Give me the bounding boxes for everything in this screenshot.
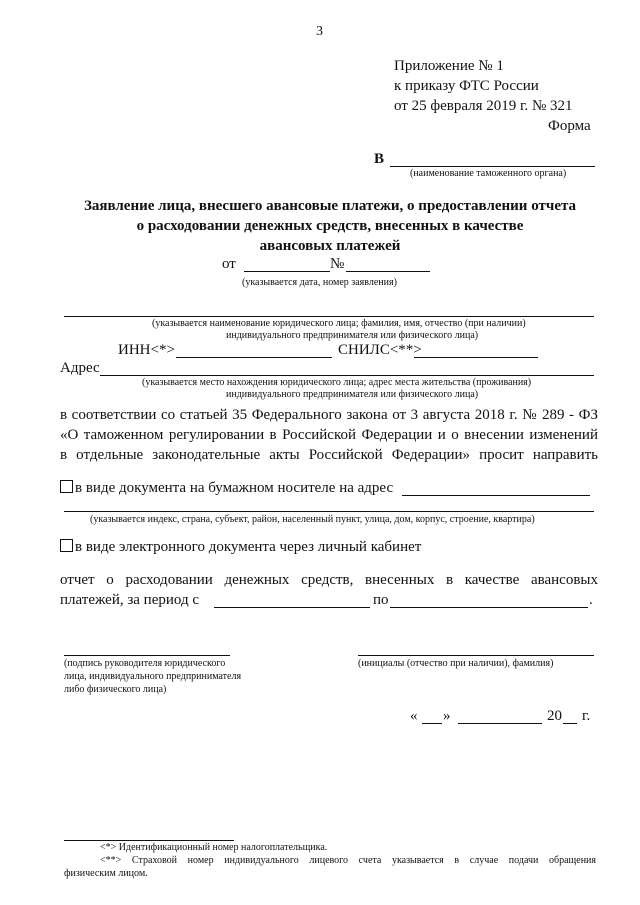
report-period-from-label: платежей, за период с bbox=[60, 592, 199, 608]
address-caption-2: индивидуального предпринимателя или физического лица) bbox=[226, 389, 479, 400]
body-line-1: в соответствии со статьей 35 Федерального закона от 3 августа 2018 г. № 289 - ФЗ bbox=[60, 407, 598, 423]
application-date-field[interactable] bbox=[244, 271, 330, 272]
applicant-caption-1: (указывается наименование юридического лица; фамилия, имя, отчество (при наличии) bbox=[152, 318, 526, 329]
paper-checkbox[interactable] bbox=[60, 480, 73, 493]
signature-field[interactable] bbox=[64, 655, 230, 656]
paper-option-label: в виде документа на бумажном носителе на адрес bbox=[75, 480, 394, 496]
customs-authority-caption: (наименование таможенного органа) bbox=[410, 168, 567, 179]
form-label: Форма bbox=[548, 118, 591, 134]
inn-label: ИНН<*> bbox=[118, 342, 175, 358]
footnote-snils-line-1: <**> Страховой номер индивидуального лицевого счета указывается в случае подачи обращения bbox=[100, 855, 596, 866]
title-line-2: о расходовании денежных средств, внесенных в качестве bbox=[136, 218, 524, 234]
paper-address-field-2[interactable] bbox=[64, 511, 594, 512]
title-line-1: Заявление лица, внесшего авансовые платежи, о предоставлении отчета bbox=[83, 198, 577, 214]
to-prefix: В bbox=[374, 151, 385, 167]
sign-date-open-quote: « bbox=[410, 708, 418, 724]
page-number: 3 bbox=[316, 24, 323, 39]
address-caption-1: (указывается место нахождения юридического лица; адрес места жительства (проживания) bbox=[142, 377, 532, 388]
inn-field[interactable] bbox=[176, 357, 332, 358]
signature-caption-1: (подпись руководителя юридического bbox=[64, 658, 226, 669]
report-line-1: отчет о расходовании денежных средств, внесенных в качестве авансовых bbox=[60, 572, 598, 588]
paper-option bbox=[60, 480, 393, 497]
sign-year-suffix: г. bbox=[582, 708, 591, 724]
appendix-line: Приложение № 1 bbox=[394, 58, 504, 74]
applicant-name-field[interactable] bbox=[64, 316, 594, 317]
date-number-caption: (указывается дата, номер заявления) bbox=[242, 277, 397, 288]
sign-date-close-quote: » bbox=[443, 708, 451, 724]
paper-address-field[interactable] bbox=[402, 495, 590, 496]
body-line-2: «О таможенном регулировании в Российской Федерации и о внесении изменений bbox=[60, 427, 598, 443]
customs-authority-field[interactable] bbox=[390, 166, 595, 167]
initials-caption: (инициалы (отчество при наличии), фамилия) bbox=[358, 658, 554, 669]
address-label: Адрес bbox=[60, 360, 100, 376]
footnote-inn: <*> Идентификационный номер налогоплательщика. bbox=[100, 842, 328, 853]
signature-caption-2: лица, индивидуального предпринимателя bbox=[64, 671, 242, 682]
electronic-option-label: в виде электронного документа через личный кабинет bbox=[75, 539, 422, 555]
period-to-field[interactable] bbox=[390, 607, 588, 608]
order-date-line: от 25 февраля 2019 г. № 321 bbox=[394, 98, 573, 114]
number-sign: № bbox=[330, 256, 345, 272]
sign-year-field[interactable] bbox=[563, 723, 577, 724]
sign-month-field[interactable] bbox=[458, 723, 542, 724]
period-from-field[interactable] bbox=[214, 607, 370, 608]
electronic-checkbox[interactable] bbox=[60, 539, 73, 552]
paper-address-caption: (указывается индекс, страна, субъект, район, населенный пункт, улица, дом, корпус, строение, квартира) bbox=[90, 514, 535, 525]
signature-caption-3: либо физического лица) bbox=[64, 684, 167, 695]
footnote-snils-line-2: физическим лицом. bbox=[64, 868, 148, 879]
initials-field[interactable] bbox=[358, 655, 594, 656]
electronic-option bbox=[60, 539, 421, 556]
applicant-caption-2: индивидуального предпринимателя или физического лица) bbox=[226, 330, 479, 341]
snils-label: СНИЛС<**> bbox=[338, 342, 422, 358]
sign-day-field[interactable] bbox=[422, 723, 442, 724]
footnote-separator bbox=[64, 840, 234, 841]
date-ot-label: от bbox=[222, 256, 236, 272]
body-line-3: в отдельные законодательные акты Российской Федерации» просит направить bbox=[60, 447, 598, 463]
application-number-field[interactable] bbox=[346, 271, 430, 272]
report-period-end: . bbox=[589, 592, 593, 608]
sign-year-prefix: 20 bbox=[547, 708, 562, 724]
report-period-to-label: по bbox=[373, 592, 389, 608]
address-field[interactable] bbox=[100, 375, 594, 376]
title-line-3: авансовых платежей bbox=[259, 238, 401, 254]
snils-field[interactable] bbox=[414, 357, 538, 358]
order-line: к приказу ФТС России bbox=[394, 78, 539, 94]
